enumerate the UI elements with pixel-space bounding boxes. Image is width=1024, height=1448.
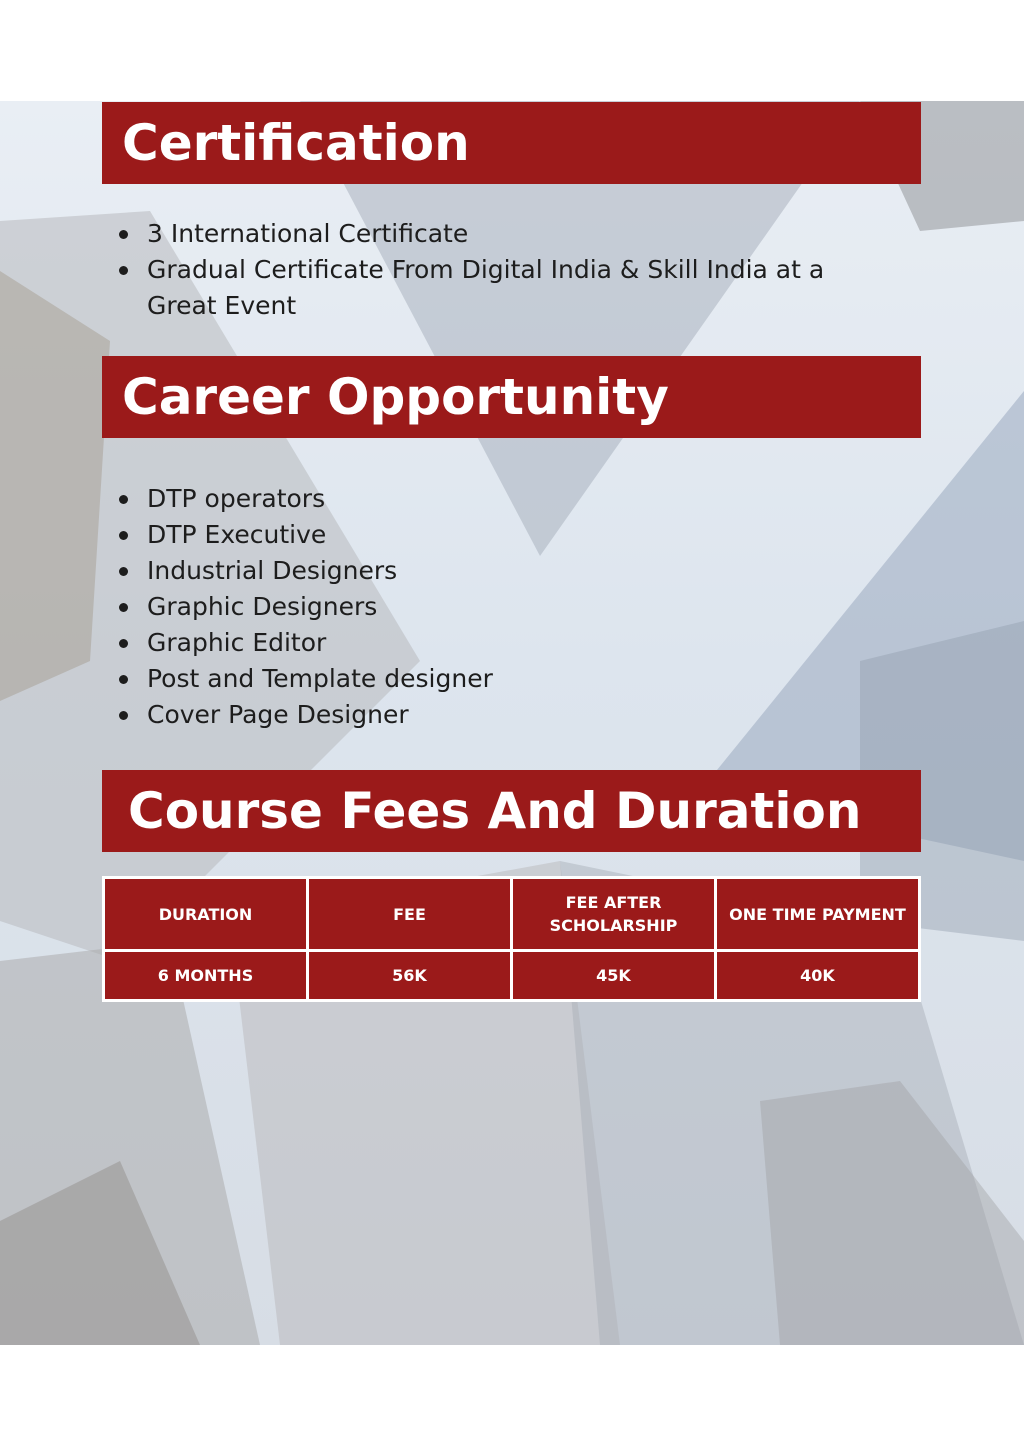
list-item: Industrial Designers	[111, 553, 901, 589]
career-opportunity-heading: Career Opportunity	[102, 356, 921, 438]
list-item: Gradual Certificate From Digital India & Skill India at a Great Event	[111, 252, 901, 324]
list-item: Graphic Editor	[111, 625, 901, 661]
list-item: Cover Page Designer	[111, 697, 901, 733]
list-item: DTP Executive	[111, 517, 901, 553]
table-row	[105, 952, 918, 999]
cell-duration: 6 MONTHS	[105, 952, 306, 999]
course-fees-heading: Course Fees And Duration	[102, 770, 921, 852]
certification-heading: Certification	[102, 102, 921, 184]
header-fee-after-scholarship: FEE AFTER SCHOLARSHIP	[513, 879, 714, 949]
fees-table	[102, 876, 921, 1002]
list-item: Graphic Designers	[111, 589, 901, 625]
table-header-row	[105, 879, 918, 949]
header-fee: FEE	[309, 879, 510, 949]
list-item: Post and Template designer	[111, 661, 901, 697]
career-opportunity-list	[111, 481, 901, 733]
list-item: 3 International Certificate	[111, 216, 901, 252]
cell-one-time-payment: 40K	[717, 952, 918, 999]
list-item: DTP operators	[111, 481, 901, 517]
header-duration: DURATION	[105, 879, 306, 949]
cell-fee-after-scholarship: 45K	[513, 952, 714, 999]
header-one-time-payment: ONE TIME PAYMENT	[717, 879, 918, 949]
certification-list	[111, 216, 901, 324]
cell-fee: 56K	[309, 952, 510, 999]
